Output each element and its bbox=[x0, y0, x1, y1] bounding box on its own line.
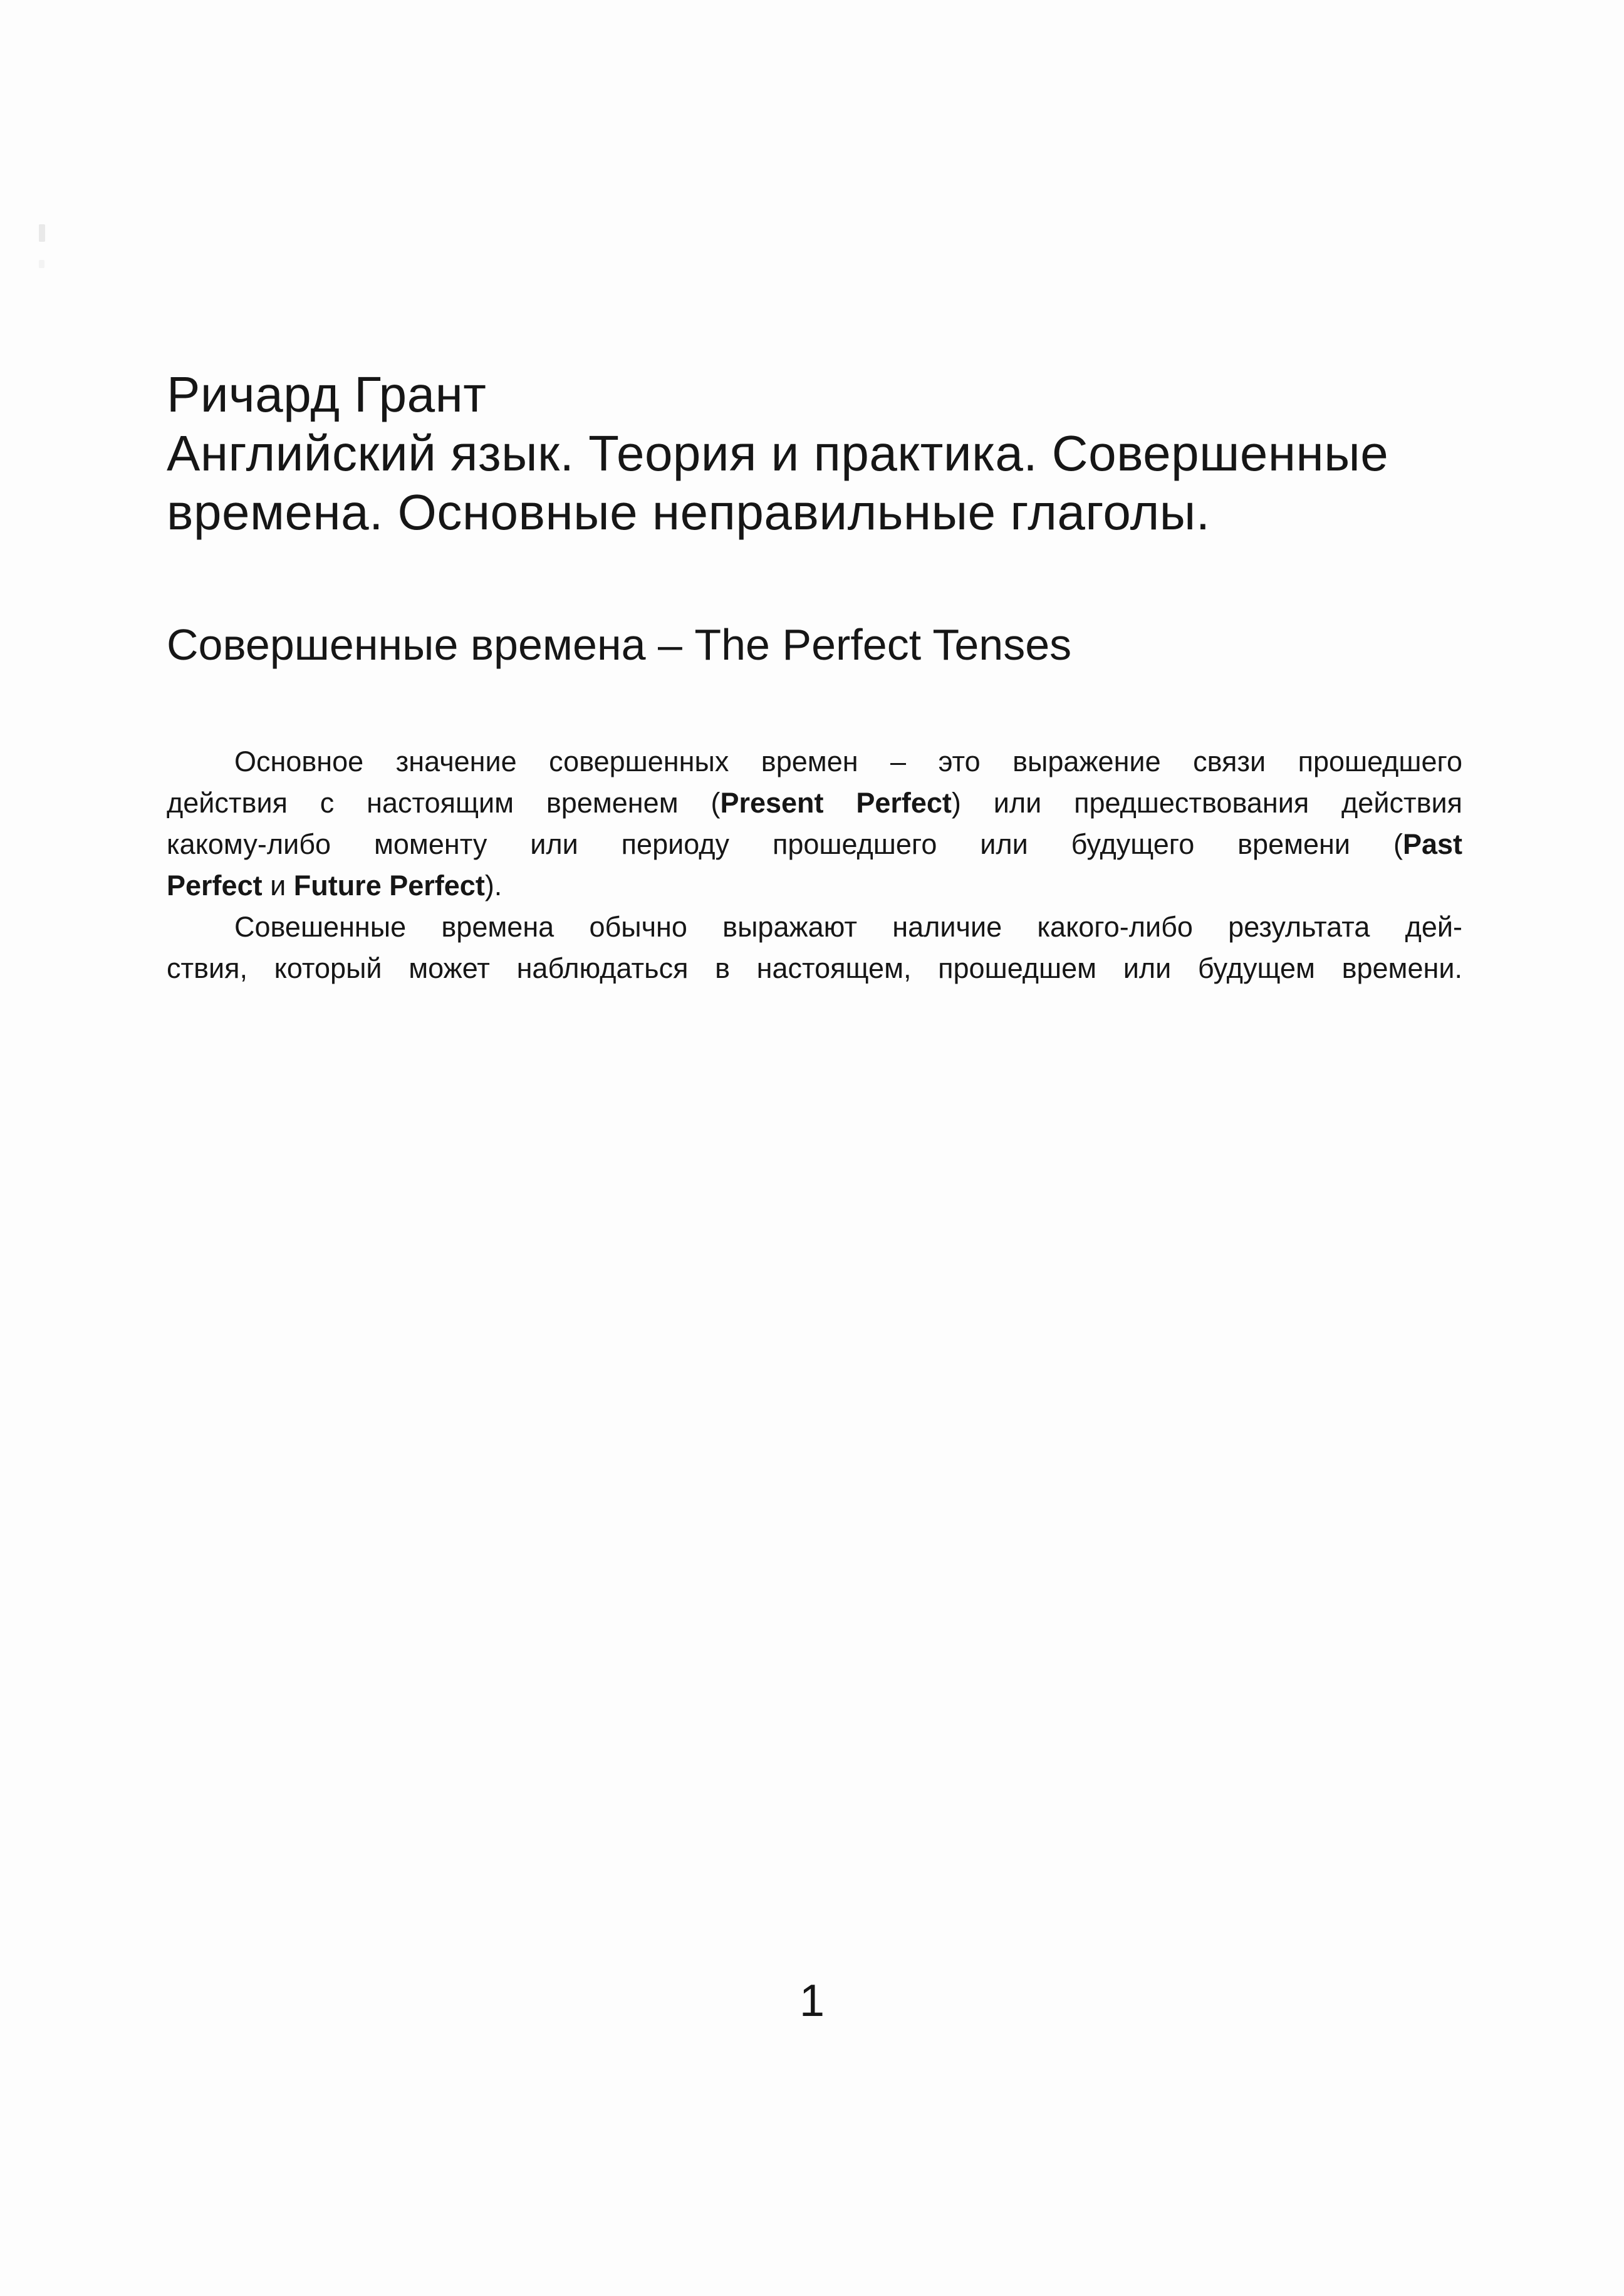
bold-term: Present Perfect bbox=[720, 787, 952, 819]
body-line bbox=[167, 865, 1462, 906]
book-title-line: Английский язык. Теория и практика. Совершенные bbox=[167, 425, 1389, 481]
text-segment: Основное значение совершенных времен – это выражение связи прошедшего bbox=[234, 745, 1462, 777]
text-segment: и bbox=[262, 870, 294, 901]
paragraph bbox=[167, 741, 1462, 906]
body-line bbox=[167, 741, 1462, 782]
body-line bbox=[167, 906, 1462, 948]
text-segment: ствия, который может наблюдаться в настоящем, прошедшем или будущем времени. bbox=[167, 952, 1462, 984]
bold-term: Past bbox=[1402, 828, 1462, 860]
page-number: 1 bbox=[799, 1976, 825, 2026]
bold-term: Future Perfect bbox=[293, 870, 485, 901]
book-title-block bbox=[167, 365, 1467, 542]
text-segment: Совешенные времена обычно выражают наличие какого-либо результата дей- bbox=[234, 911, 1462, 943]
section-heading: Совершенные времена – The Perfect Tenses bbox=[167, 620, 1072, 669]
scan-artifact bbox=[39, 224, 45, 242]
text-segment: ) или предшествования действия bbox=[951, 787, 1462, 819]
bold-term: Perfect bbox=[167, 870, 263, 901]
text-segment: действия с настоящим временем ( bbox=[167, 787, 721, 819]
body-line bbox=[167, 782, 1462, 824]
book-title-line: времена. Основные неправильные глаголы. bbox=[167, 484, 1210, 540]
text-segment: ). bbox=[484, 870, 502, 901]
author-name: Ричард Грант bbox=[167, 366, 487, 422]
paragraph bbox=[167, 906, 1462, 989]
body-line bbox=[167, 824, 1462, 865]
body-paragraphs bbox=[167, 741, 1462, 989]
scan-artifact bbox=[39, 260, 44, 268]
body-line bbox=[167, 948, 1462, 989]
text-segment: какому-либо моменту или периоду прошедшего или будущего времени ( bbox=[167, 828, 1403, 860]
